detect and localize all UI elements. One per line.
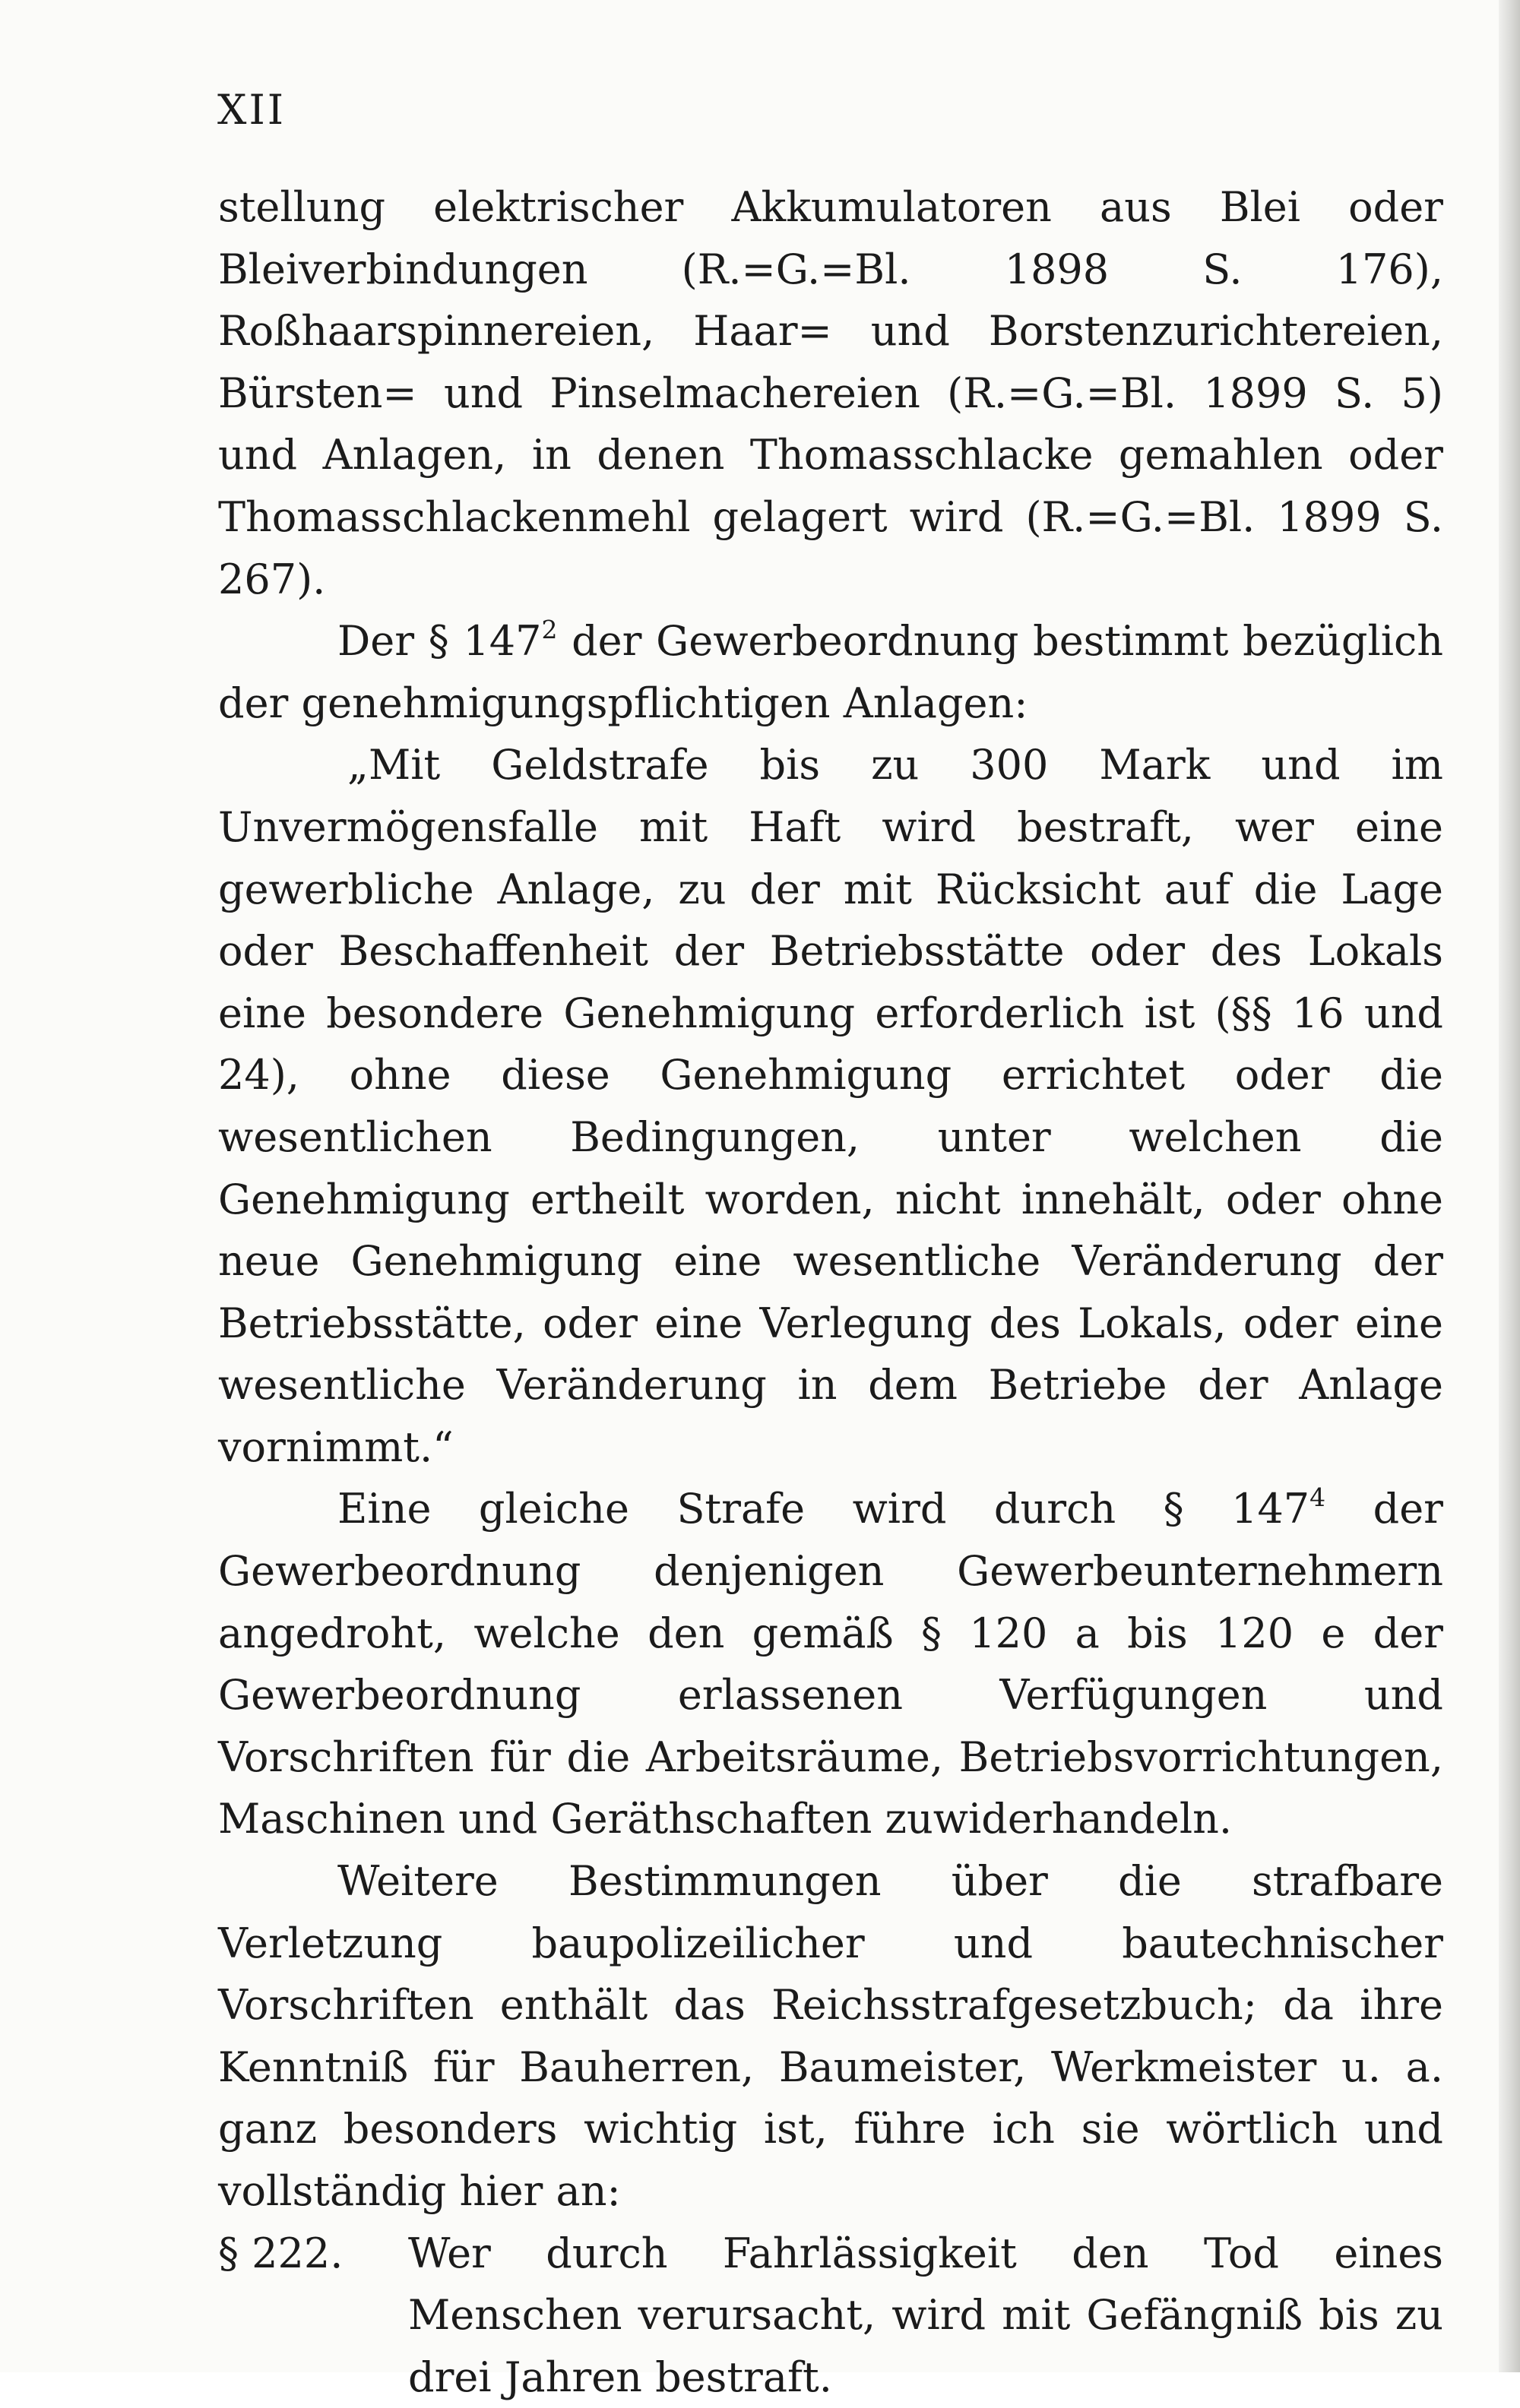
paragraph-further-provisions: Weitere Bestimmungen über die strafbare Verletzung baupolizeilicher und bautechnischer Vorschriften enthält das Reichsstrafgesetzbuch; da ihre Kenntniß für Bauherren, Baumeister, Werkmeister u. a. ganz besonders wichtig ist, führe ich sie wörtlich und vollständig hier an: bbox=[218, 1857, 1443, 2215]
page-number: XII bbox=[217, 86, 287, 134]
scanned-page-edge bbox=[1499, 0, 1520, 2372]
superscript-2: 2 bbox=[541, 615, 558, 645]
law-section-number: § 222. bbox=[218, 2229, 344, 2277]
paragraph-section-147-4-before: Eine gleiche Strafe wird durch § 147 bbox=[337, 1485, 1310, 1533]
law-section-222 bbox=[218, 2223, 1443, 2408]
main-text-block bbox=[218, 176, 1443, 2408]
paragraph-section-147-2 bbox=[218, 610, 1443, 734]
superscript-4: 4 bbox=[1309, 1482, 1326, 1513]
paragraph-continued-list: stellung elektrischer Akkumulatoren aus Blei oder Bleiverbindungen (R.=G.=Bl. 1898 S. 176), Roßhaarspinnereien, Haar= und Borstenzurichtereien, Bürsten= und Pinselmachereien (R.=G.=Bl. 1899 S. 5) und Anlagen, in denen Thomasschlacke gemahlen oder Thomasschlackenmehl gelagert wird (R.=G.=Bl. 1899 S. 267). bbox=[218, 183, 1443, 603]
paragraph-section-147-4 bbox=[218, 1478, 1443, 1850]
quoted-law-text: „Mit Geldstrafe bis zu 300 Mark und im Unvermögensfalle mit Haft wird bestraft, wer eine gewerbliche Anlage, zu der mit Rücksicht auf die Lage oder Beschaffenheit der Betriebsstätte oder des Lokals eine besondere Genehmigung erforderlich ist (§§ 16 und 24), ohne diese Genehmigung errichtet oder die wesentlichen Bedingungen, unter welchen die Genehmigung ertheilt worden, nicht innehält, oder ohne neue Genehmigung eine wesentliche Veränderung der Betriebsstätte, oder eine Verlegung des Lokals, oder eine wesentliche Veränderung in dem Betriebe der Anlage vornimmt.“ bbox=[218, 741, 1443, 1471]
paragraph-section-147-2-after: der Gewerbeordnung bestimmt bezüglich der genehmigungspflichtigen Anlagen: bbox=[218, 617, 1444, 727]
paragraph-section-147-4-after: der Gewerbeordnung denjenigen Gewerbeunternehmern angedroht, welche den gemäß § 120 a bis 120 e der Gewerbeordnung erlassenen Verfügungen und Vorschriften für die Arbeitsräume, Betriebsvorrichtungen, Maschinen und Geräthschaften zuwiderhandeln. bbox=[218, 1485, 1443, 1843]
law-section-text: Wer durch Fahrlässigkeit den Tod eines Menschen verursacht, wird mit Gefängniß bis zu drei Jahren bestraft. bbox=[408, 2229, 1443, 2401]
paragraph-section-147-2-before: Der § 147 bbox=[337, 617, 542, 666]
